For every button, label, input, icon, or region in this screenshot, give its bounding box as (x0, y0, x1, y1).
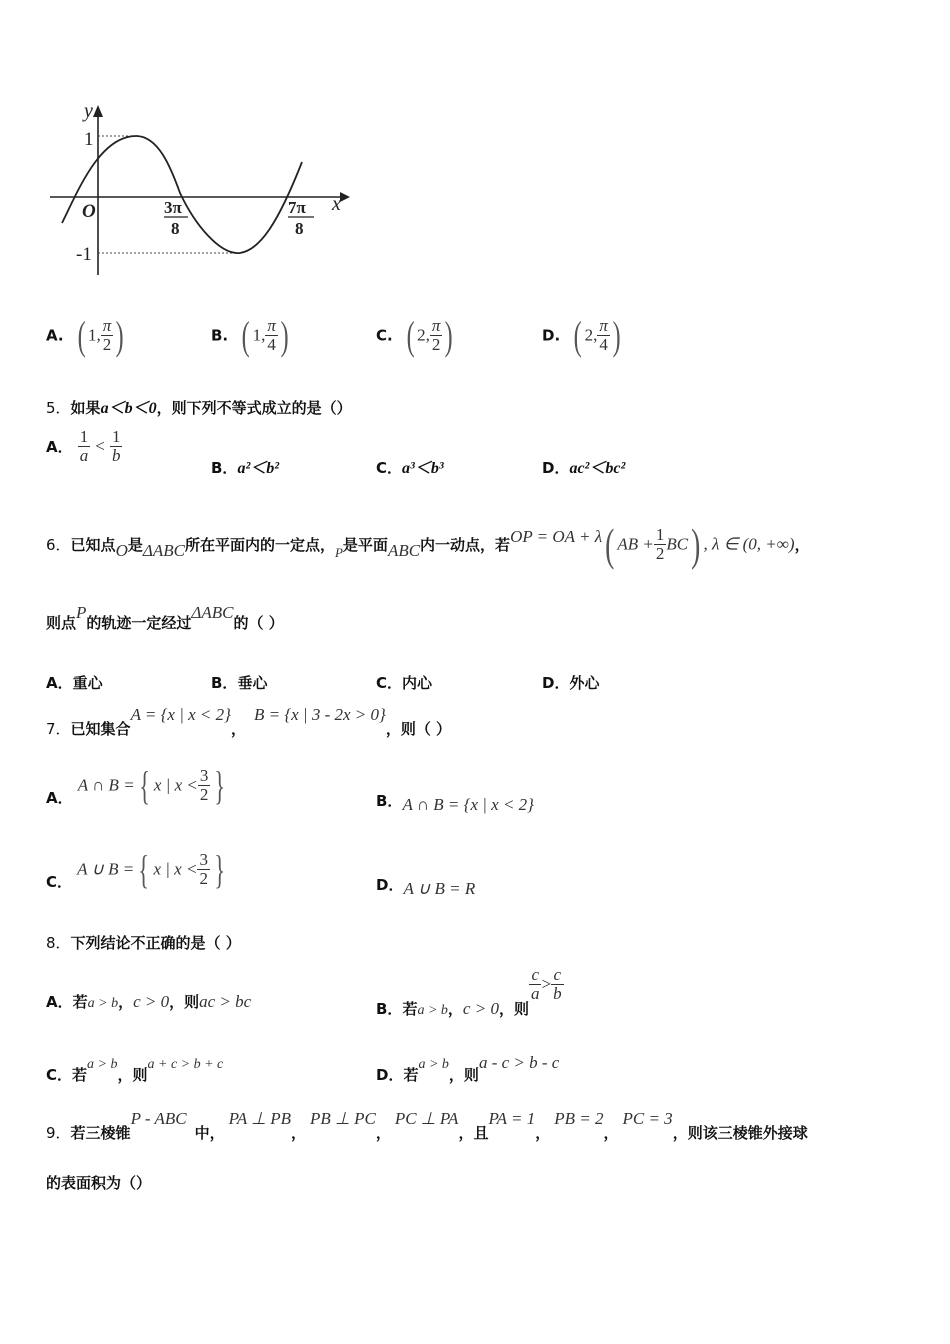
q6-option-c[interactable]: C．内心 (376, 674, 433, 692)
option-value: 2 (417, 325, 426, 345)
q7-option-a[interactable]: A． A ∩ B = { x | x < $\frac{3}{2}$ } (46, 763, 226, 808)
q9-stem-line2: 的表面积为（） (46, 1174, 152, 1192)
q6-option-a[interactable]: A．重心 (46, 674, 103, 692)
option-text: a²＜b² (237, 460, 280, 477)
q5-condition: a＜b＜0 (100, 400, 157, 417)
origin-label: O (82, 201, 96, 222)
q5-option-c[interactable]: C．a³＜b³ (376, 459, 444, 477)
q4-option-d[interactable]: D. ( 2, $\frac{\pi}{4}$ ) (542, 313, 621, 358)
fraction: $\frac{1}{a}$ (79, 427, 89, 465)
q7-option-d[interactable]: D．A ∪ B = R (376, 876, 476, 898)
x-tick-7pi-den: 8 (295, 219, 304, 238)
right-paren: ) (612, 313, 621, 358)
x-axis-label: x (332, 193, 341, 215)
x-tick-3pi-den: 8 (171, 219, 180, 238)
sine-graph (40, 95, 360, 285)
q4-option-c[interactable]: C. ( 2, $\frac{\pi}{2}$ ) (376, 313, 454, 358)
q5-option-a[interactable]: A． $\frac{1}{a}$ < $\frac{1}{b}$ (46, 427, 121, 465)
option-value: 1 (252, 325, 262, 345)
x-tick-3pi-num: 3π (164, 198, 182, 217)
fraction: $\frac{\pi}{4}$ (267, 316, 276, 354)
q5-stem: 5．如果a＜b＜0，则下列不等式成立的是（） (46, 399, 352, 417)
y-tick-top: 1 (84, 129, 94, 150)
q6-option-b[interactable]: B．垂心 (211, 674, 268, 692)
option-value: 1 (88, 325, 97, 345)
left-paren: ( (241, 313, 250, 358)
option-label: C. (376, 326, 393, 345)
left-paren: ( (573, 313, 582, 358)
option-label: B. (211, 326, 229, 345)
right-paren: ) (115, 313, 124, 358)
q7-option-b[interactable]: B．A ∩ B = {x | x < 2} (376, 792, 534, 814)
q5-option-d[interactable]: D．ac²＜bc² (542, 459, 626, 477)
y-tick-bottom: -1 (76, 244, 92, 265)
option-label: D. (542, 326, 561, 345)
q7-option-c[interactable]: C． A ∪ B = { x | x < $\frac{3}{2}$ } (46, 847, 225, 892)
q9-stem-line1: 9．若三棱锥P - ABC中，PA ⊥ PB，PB ⊥ PC，PC ⊥ PA，且PA = 1，PB = 2，PC = 3，则该三棱锥外接球 (46, 1109, 808, 1142)
q8-option-a[interactable]: A．若a > b，c > 0，则ac > bc (46, 992, 252, 1011)
q5-option-b[interactable]: B．a²＜b² (211, 459, 280, 477)
fraction: $\frac{1}{b}$ (111, 427, 121, 465)
right-paren: ) (280, 313, 289, 358)
x-tick-7pi-num: 7π (288, 198, 306, 217)
right-paren: ) (445, 313, 454, 358)
left-paren: ( (406, 313, 415, 358)
option-value: 2 (584, 325, 594, 345)
q4-option-a[interactable]: A. ( 1, $\frac{\pi}{2}$ ) (46, 313, 124, 358)
y-axis-arrow (93, 105, 103, 117)
q4-option-b[interactable]: B. ( 1, $\frac{\pi}{4}$ ) (211, 313, 289, 358)
vector-formula: OP = OA + λ (510, 526, 603, 546)
q8-option-d[interactable]: D．若a > b，则a - c > b - c (376, 1053, 560, 1084)
fraction: $\frac{\pi}{2}$ (431, 316, 441, 354)
q8-stem: 8．下列结论不正确的是（ ） (46, 934, 241, 952)
q7-stem: 7．已知集合A = {x | x < 2}，B = {x | 3 - 2x > 0}，则（ ） (46, 705, 452, 738)
q8-option-c[interactable]: C．若a > b，则a + c > b + c (46, 1057, 224, 1084)
x-axis-arrow (340, 192, 350, 202)
q6-stem-line1: 6．已知点O是ΔABC所在平面内的一定点，P是平面ABC内一动点，若OP = OA + λ( AB + $\frac{1}{2}$ BC) , λ ∈ (0, +∞)， (46, 519, 810, 570)
y-axis-label: y (84, 100, 93, 122)
left-paren: ( (77, 313, 86, 358)
option-text: a³＜b³ (402, 460, 444, 477)
q6-stem-line2: 则点P的轨迹一定经过ΔABC的（ ） (46, 603, 284, 632)
option-text: ac²＜bc² (569, 460, 626, 477)
fraction: $\frac{\pi}{4}$ (599, 316, 608, 354)
fraction: $\frac{\pi}{2}$ (102, 316, 112, 354)
q8-option-b[interactable]: B．若a > b，c > 0，则 $\frac{c}{a}$ > $\frac{c}{b}$ (376, 965, 562, 1018)
q6-option-d[interactable]: D．外心 (542, 674, 600, 692)
option-label: A. (46, 326, 64, 345)
